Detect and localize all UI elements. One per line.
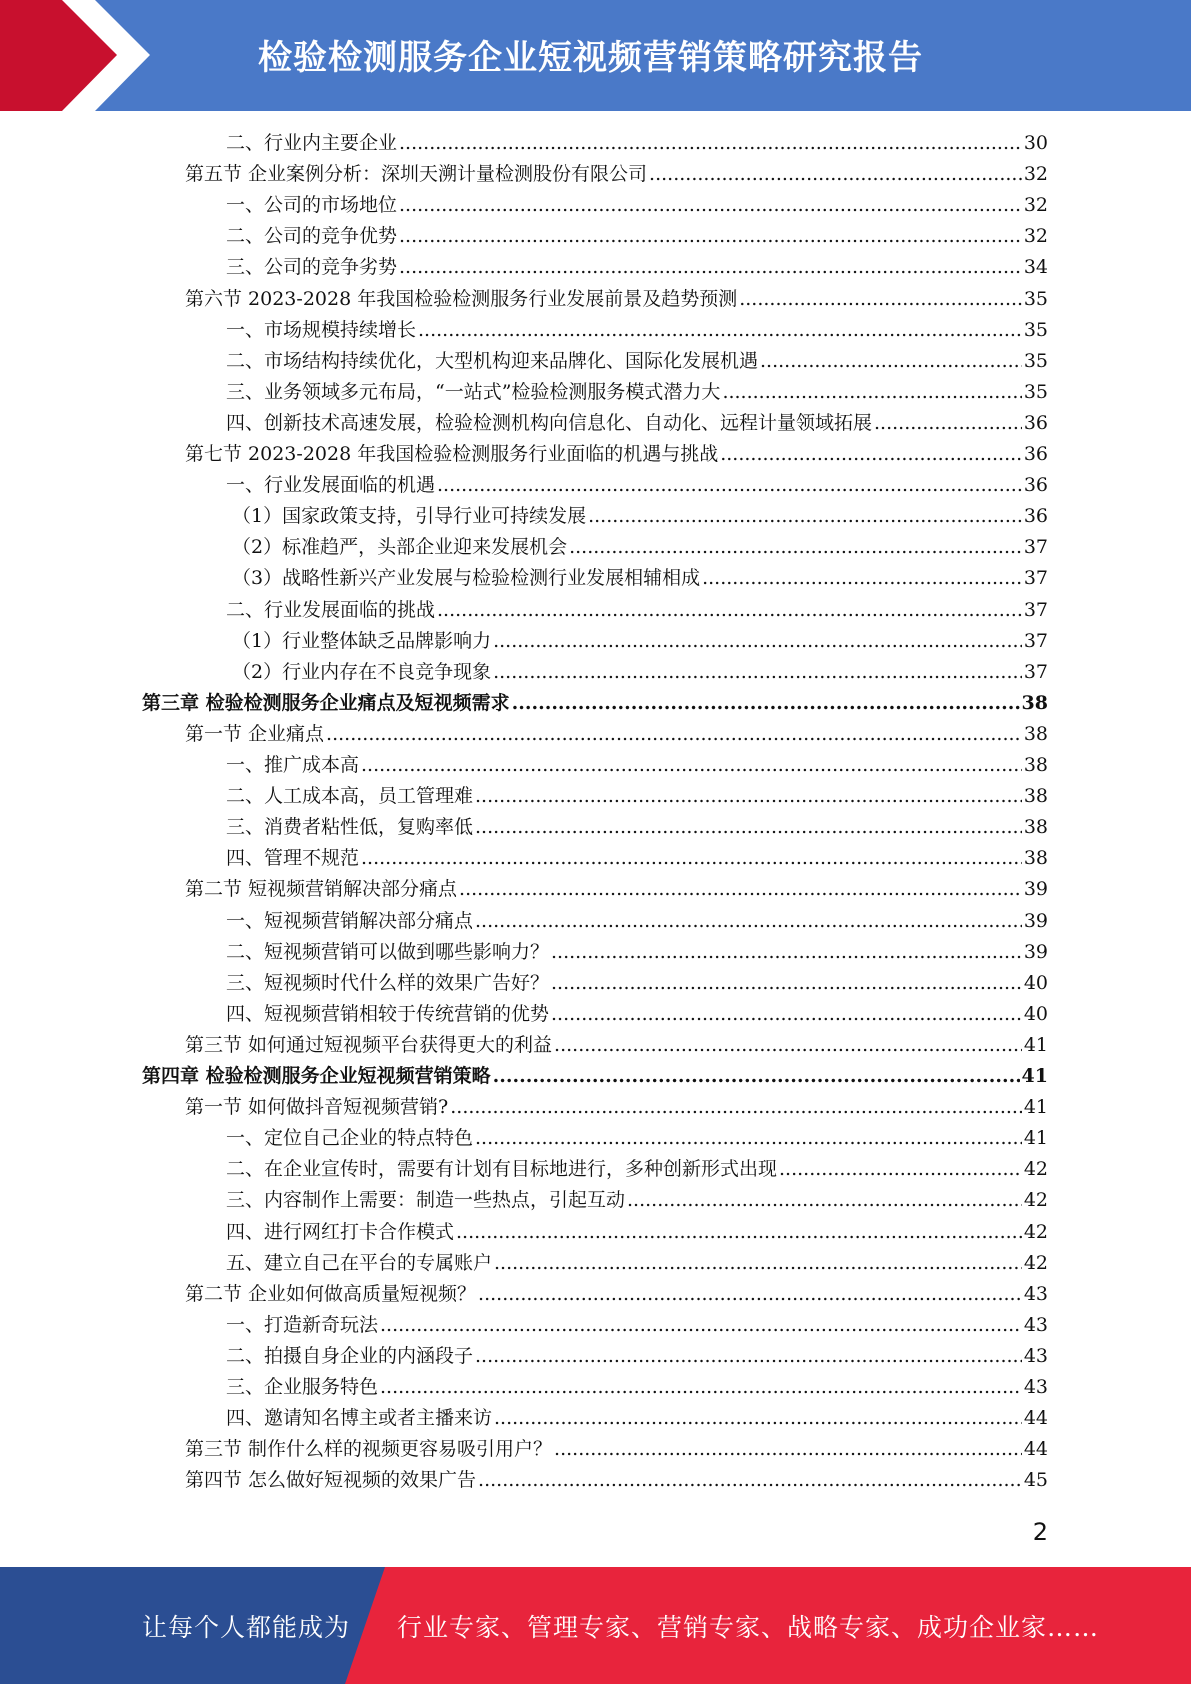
- toc-entry-title: 二、公司的竞争优势: [226, 225, 398, 248]
- toc-entry-page: 32: [1023, 194, 1048, 217]
- toc-entry[interactable]: [226, 781, 1048, 812]
- toc-entry[interactable]: [226, 315, 1048, 346]
- toc-dot-leader: [380, 1310, 1022, 1341]
- toc-entry[interactable]: [226, 1185, 1048, 1216]
- toc-dot-leader: [760, 346, 1022, 377]
- toc-entry-page: 34: [1023, 256, 1048, 279]
- toc-entry-title: 二、短视频营销可以做到哪些影响力？: [226, 940, 550, 963]
- toc-entry[interactable]: [226, 1341, 1048, 1372]
- toc-entry-page: 40: [1023, 1002, 1048, 1025]
- toc-dot-leader: [475, 906, 1022, 937]
- toc-entry-page: 32: [1023, 225, 1048, 248]
- toc-entry-title: 第七节 2023-2028 年我国检验检测服务行业面临的机遇与挑战: [185, 443, 719, 465]
- toc-entry[interactable]: [185, 1279, 1048, 1310]
- toc-entry-page: 42: [1023, 1251, 1048, 1274]
- toc-dot-leader: [450, 1092, 1022, 1123]
- toc-dot-leader: [437, 595, 1022, 626]
- toc-entry-title: 第四章 检验检测服务企业短视频营销策略: [142, 1065, 491, 1087]
- toc-dot-leader: [551, 968, 1022, 999]
- toc-dot-leader: [493, 626, 1022, 657]
- toc-entry-title: （2）标准趋严，头部企业迎来发展机会: [232, 536, 568, 559]
- toc-entry-title: 一、短视频营销解决部分痛点: [226, 909, 474, 932]
- toc-dot-leader: [475, 1341, 1022, 1372]
- toc-entry-page: 35: [1023, 349, 1048, 372]
- toc-dot-leader: [512, 688, 1020, 719]
- toc-entry-title: 五、建立自己在平台的专属账户: [226, 1251, 493, 1274]
- toc-entry-page: 36: [1023, 443, 1048, 465]
- toc-dot-leader: [874, 408, 1022, 439]
- toc-dot-leader: [493, 1061, 1020, 1092]
- toc-entry-page: 37: [1023, 598, 1048, 621]
- toc-entry[interactable]: [226, 1372, 1048, 1403]
- toc-dot-leader: [627, 1185, 1022, 1216]
- toc-entry-title: 二、人工成本高，员工管理难: [226, 785, 474, 808]
- toc-entry[interactable]: [142, 688, 1048, 719]
- toc-entry-page: 40: [1023, 971, 1048, 994]
- toc-entry-page: 41: [1023, 1033, 1048, 1056]
- toc-dot-leader: [722, 377, 1021, 408]
- toc-entry-page: 41: [1023, 1127, 1048, 1150]
- toc-entry-title: 四、管理不规范: [226, 847, 360, 870]
- toc-entry[interactable]: [226, 1123, 1048, 1154]
- toc-entry-page: 42: [1023, 1158, 1048, 1181]
- footer-slogan-right: 行业专家、管理专家、营销专家、战略专家、成功企业家……: [397, 1612, 1100, 1642]
- toc-entry[interactable]: [232, 501, 1048, 532]
- toc-entry-title: 第二节 短视频营销解决部分痛点: [185, 878, 458, 901]
- toc-entry[interactable]: [226, 968, 1048, 999]
- footer-slogan-left: 让每个人都能成为: [142, 1612, 351, 1642]
- toc-dot-leader: [720, 439, 1022, 470]
- toc-entry-page: 44: [1023, 1407, 1048, 1430]
- toc-entry-title: （1）行业整体缺乏品牌影响力: [232, 629, 492, 652]
- toc-entry[interactable]: [185, 1030, 1048, 1061]
- toc-entry-title: 四、进行网红打卡合作模式: [226, 1220, 455, 1243]
- toc-dot-leader: [478, 1279, 1022, 1310]
- toc-entry[interactable]: [185, 159, 1048, 190]
- toc-entry-title: 三、内容制作上需要：制造一些热点，引起互动: [226, 1189, 626, 1212]
- toc-entry-page: 38: [1023, 785, 1048, 808]
- toc-entry-title: 第一节 企业痛点: [185, 722, 325, 745]
- toc-entry[interactable]: [226, 470, 1048, 501]
- toc-dot-leader: [437, 470, 1022, 501]
- toc-entry[interactable]: [226, 221, 1048, 252]
- toc-entry[interactable]: [226, 377, 1048, 408]
- toc-entry-title: 第二节 企业如何做高质量短视频？: [185, 1282, 477, 1305]
- toc-entry[interactable]: [185, 284, 1048, 315]
- toc-entry-title: 四、邀请知名博主或者主播来访: [226, 1407, 493, 1430]
- toc-entry-title: （3）战略性新兴产业发展与检验检测行业发展相辅相成: [232, 567, 701, 590]
- toc-entry-page: 37: [1023, 536, 1048, 559]
- toc-entry[interactable]: [185, 874, 1048, 905]
- toc-entry-page: 38: [1023, 722, 1048, 745]
- toc-dot-leader: [361, 750, 1022, 781]
- toc-entry-title: 四、创新技术高速发展，检验检测机构向信息化、自动化、远程计量领域拓展: [226, 411, 873, 434]
- toc-entry[interactable]: [232, 657, 1048, 688]
- toc-entry[interactable]: [226, 190, 1048, 221]
- toc-entry[interactable]: [226, 252, 1048, 283]
- toc-dot-leader: [399, 128, 1022, 159]
- toc-dot-leader: [554, 1030, 1022, 1061]
- header-band: [0, 0, 1191, 111]
- toc-entry-page: 35: [1023, 287, 1048, 310]
- toc-entry-title: （2）行业内存在不良竞争现象: [232, 660, 492, 683]
- footer-banner: [0, 1567, 1191, 1684]
- toc-entry[interactable]: [185, 1434, 1048, 1465]
- toc-entry-page: 37: [1023, 629, 1048, 652]
- toc-entry-page: 39: [1023, 878, 1048, 901]
- toc-entry[interactable]: [226, 1154, 1048, 1185]
- toc-entry-page: 37: [1023, 567, 1048, 590]
- report-title: 检验检测服务企业短视频营销策略研究报告: [258, 37, 923, 78]
- toc-entry[interactable]: [185, 719, 1048, 750]
- toc-dot-leader: [399, 190, 1022, 221]
- toc-entry-title: 二、市场结构持续优化，大型机构迎来品牌化、国际化发展机遇: [226, 349, 759, 372]
- toc-entry-title: 一、推广成本高: [226, 754, 360, 776]
- toc-entry-title: 三、消费者粘性低，复购率低: [226, 816, 474, 839]
- toc-entry[interactable]: [226, 1217, 1048, 1248]
- toc-entry-title: 三、公司的竞争劣势: [226, 256, 398, 279]
- toc-dot-leader: [418, 315, 1022, 346]
- toc-entry-title: （1）国家政策支持，引导行业可持续发展: [232, 505, 587, 528]
- toc-entry-title: 第三节 制作什么样的视频更容易吸引用户？: [185, 1438, 553, 1461]
- toc-entry-title: 第三章 检验检测服务企业痛点及短视频需求: [142, 691, 510, 714]
- toc-entry-page: 39: [1023, 940, 1048, 963]
- toc-entry-page: 43: [1023, 1376, 1048, 1398]
- toc-entry[interactable]: [226, 843, 1048, 874]
- toc-entry-page: 43: [1023, 1282, 1048, 1305]
- toc-entry-title: 二、在企业宣传时，需要有计划有目标地进行，多种创新形式出现: [226, 1158, 778, 1181]
- toc-dot-leader: [475, 1123, 1022, 1154]
- toc-dot-leader: [649, 159, 1022, 190]
- toc-entry-title: 一、公司的市场地位: [226, 194, 398, 217]
- toc-entry[interactable]: [226, 1248, 1048, 1279]
- toc-dot-leader: [551, 999, 1022, 1030]
- toc-entry-title: 一、打造新奇玩法: [226, 1313, 379, 1336]
- toc-entry-page: 38: [1021, 691, 1048, 714]
- toc-entry-title: 三、短视频时代什么样的效果广告好？: [226, 971, 550, 994]
- toc-entry[interactable]: [142, 1061, 1048, 1092]
- toc-entry-title: 三、业务领域多元布局，“一站式”检验检测服务模式潜力大: [226, 380, 721, 403]
- toc-dot-leader: [779, 1154, 1022, 1185]
- toc-entry[interactable]: [185, 1465, 1048, 1496]
- toc-entry-page: 38: [1023, 754, 1048, 776]
- toc-entry-title: 一、行业发展面临的机遇: [226, 474, 436, 497]
- toc-entry-page: 38: [1023, 847, 1048, 870]
- toc-dot-leader: [380, 1372, 1022, 1403]
- toc-entry[interactable]: [226, 346, 1048, 377]
- toc-entry-title: 第三节 如何通过短视频平台获得更大的利益: [185, 1033, 553, 1056]
- toc-entry-title: 第六节 2023-2028 年我国检验检测服务行业发展前景及趋势预测: [185, 287, 738, 310]
- toc-dot-leader: [554, 1434, 1022, 1465]
- toc-entry-page: 44: [1023, 1438, 1048, 1461]
- toc-entry-title: 四、短视频营销相较于传统营销的优势: [226, 1002, 550, 1025]
- toc-entry-page: 35: [1023, 318, 1048, 341]
- toc-entry[interactable]: [226, 937, 1048, 968]
- toc-entry[interactable]: [226, 750, 1048, 781]
- toc-entry-title: 二、行业内主要企业: [226, 132, 398, 154]
- toc-entry[interactable]: [232, 532, 1048, 563]
- toc-dot-leader: [494, 1403, 1022, 1434]
- toc-entry-page: 30: [1023, 132, 1048, 154]
- toc-entry-page: 43: [1023, 1344, 1048, 1367]
- chevron-arrow-icon: [0, 0, 160, 111]
- toc-entry-title: 三、企业服务特色: [226, 1376, 379, 1398]
- toc-entry[interactable]: [232, 563, 1048, 594]
- toc-entry[interactable]: [226, 595, 1048, 626]
- toc-dot-leader: [475, 812, 1022, 843]
- toc-dot-leader: [739, 284, 1022, 315]
- toc-entry-page: 36: [1023, 411, 1048, 434]
- toc-dot-leader: [551, 937, 1022, 968]
- toc-entry-title: 一、市场规模持续增长: [226, 318, 417, 341]
- toc-entry[interactable]: [226, 812, 1048, 843]
- toc-dot-leader: [361, 843, 1022, 874]
- toc-entry-page: 42: [1023, 1220, 1048, 1243]
- toc-entry[interactable]: [226, 1403, 1048, 1434]
- toc-entry-title: 一、定位自己企业的特点特色: [226, 1127, 474, 1150]
- toc-entry[interactable]: [226, 906, 1048, 937]
- page-number: 2: [1032, 1518, 1048, 1546]
- toc-dot-leader: [569, 532, 1022, 563]
- toc-entry[interactable]: [226, 999, 1048, 1030]
- toc-entry-page: 41: [1023, 1096, 1048, 1119]
- toc-dot-leader: [702, 563, 1022, 594]
- toc-entry-page: 43: [1023, 1313, 1048, 1336]
- toc-entry-page: 45: [1023, 1469, 1048, 1492]
- toc-dot-leader: [399, 221, 1022, 252]
- toc-entry-page: 35: [1023, 380, 1048, 403]
- toc-entry[interactable]: [185, 1092, 1048, 1123]
- toc-entry[interactable]: [232, 626, 1048, 657]
- toc-dot-leader: [478, 1465, 1022, 1496]
- toc-entry-title: 二、拍摄自身企业的内涵段子: [226, 1344, 474, 1367]
- toc-entry[interactable]: [226, 128, 1048, 159]
- toc-entry-page: 36: [1023, 474, 1048, 497]
- toc-dot-leader: [475, 781, 1022, 812]
- toc-dot-leader: [493, 657, 1022, 688]
- toc-entry-title: 第四节 怎么做好短视频的效果广告: [185, 1469, 477, 1492]
- toc-entry-page: 38: [1023, 816, 1048, 839]
- toc-dot-leader: [588, 501, 1022, 532]
- toc-dot-leader: [494, 1248, 1022, 1279]
- toc-entry-page: 39: [1023, 909, 1048, 932]
- toc-entry-page: 36: [1023, 505, 1048, 528]
- toc-entry-page: 42: [1023, 1189, 1048, 1212]
- toc-entry-page: 41: [1021, 1065, 1048, 1087]
- toc-entry-title: 第一节 如何做抖音短视频营销?: [185, 1096, 449, 1119]
- toc-entry-title: 第五节 企业案例分析：深圳天溯计量检测股份有限公司: [185, 163, 648, 186]
- toc-entry[interactable]: [226, 408, 1048, 439]
- toc-entry[interactable]: [226, 1310, 1048, 1341]
- toc-dot-leader: [459, 874, 1022, 905]
- toc-entry-page: 37: [1023, 660, 1048, 683]
- toc-entry-title: 二、行业发展面临的挑战: [226, 598, 436, 621]
- toc-dot-leader: [326, 719, 1022, 750]
- toc-dot-leader: [456, 1217, 1022, 1248]
- toc-dot-leader: [399, 252, 1022, 283]
- toc-entry[interactable]: [185, 439, 1048, 470]
- toc-entry-page: 32: [1023, 163, 1048, 186]
